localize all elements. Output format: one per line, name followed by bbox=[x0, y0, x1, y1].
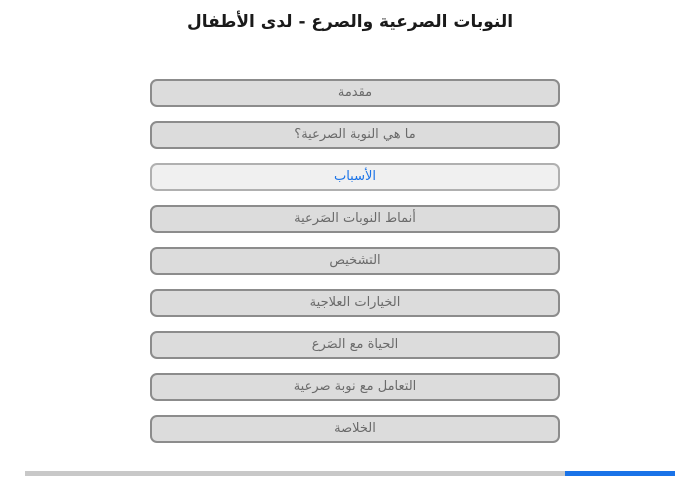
progress-bar-fill bbox=[565, 471, 676, 476]
menu-item-diagnosis[interactable]: التشخيص bbox=[150, 247, 560, 275]
chapter-menu bbox=[150, 79, 560, 457]
menu-item-what-is-seizure[interactable]: ما هي النوبة الصرعية؟ bbox=[150, 121, 560, 149]
menu-item-handling-seizure[interactable]: التعامل مع نوبة صرعية bbox=[150, 373, 560, 401]
menu-item-seizure-types[interactable]: أنماط النوبات الصَرعية bbox=[150, 205, 560, 233]
page-title: النوبات الصرعية والصرع - لدى الأطفال bbox=[186, 12, 514, 32]
menu-item-causes[interactable]: الأسباب bbox=[150, 163, 560, 191]
menu-item-introduction[interactable]: مقدمة bbox=[150, 79, 560, 107]
menu-item-summary[interactable]: الخلاصة bbox=[150, 415, 560, 443]
menu-item-living-with-epilepsy[interactable]: الحياة مع الصَرع bbox=[150, 331, 560, 359]
progress-bar bbox=[25, 471, 675, 476]
menu-item-treatment-options[interactable]: الخيارات العلاجية bbox=[150, 289, 560, 317]
